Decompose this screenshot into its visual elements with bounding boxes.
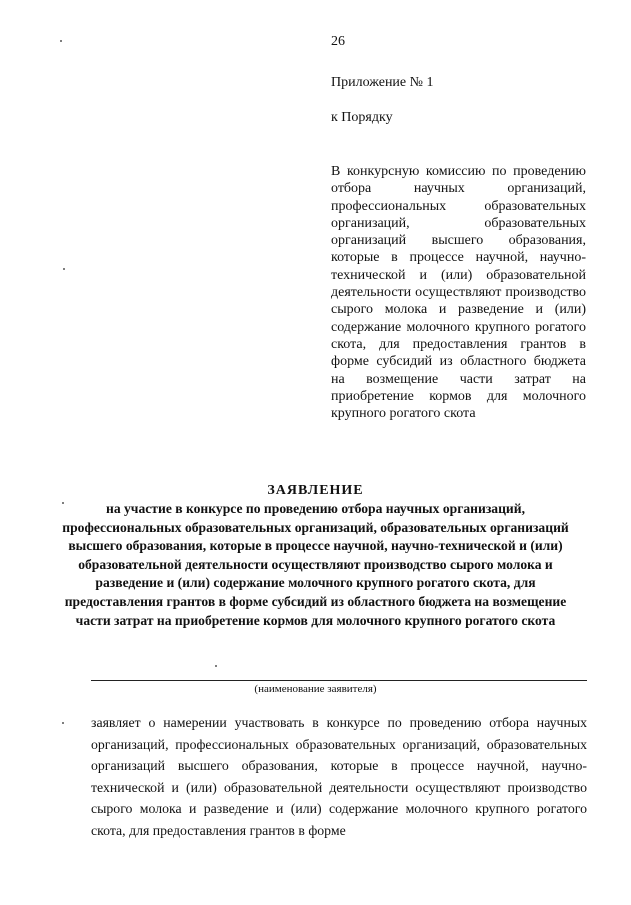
page-number: 26 [331,34,345,49]
application-subject: на участие в конкурсе по проведению отбора научных организаций, профессиональных образовательных организаций, образовательных организаций высшего образования, которые в процессе научной, научно-технической и (или) образовательной деятельности осуществляют производство сырого молока и разведение и (или) содержание молочного крупного рогатого скота, для предоставления грантов в форме субсидий из областного бюджета на возмещение части затрат на приобретение кормов для молочного крупного рогатого скота [62,501,569,628]
scan-speck [215,665,217,667]
appendix-title: Приложение № 1 [331,75,434,90]
application-heading [0,482,631,630]
body-paragraph: заявляет о намерении участвовать в конкурсе по проведению отбора научных организаций, профессиональных образовательных организаций, образовательных организаций высшего образования, которые в процессе научной, научно-технической и (или) образовательной деятельности осуществляют производство сырого молока и разведение и (или) содержание молочного крупного рогатого скота, для предоставления грантов в форме [91,715,587,838]
appendix-subtitle: к Порядку [331,110,393,125]
scan-speck [63,268,65,270]
scan-speck [60,40,62,42]
applicant-name-caption: (наименование заявителя) [254,683,377,695]
addressee-block: В конкурсную комиссию по проведению отбора научных организаций, профессиональных образовательных организаций, образовательных организаций высшего образования, которые в процессе научной, научно-технической и (или) образовательной деятельности осуществляют производство сырого молока и разведение и (или) содержание молочного крупного рогатого скота, для предоставления грантов в форме субсидий из областного бюджета на возмещение части затрат на приобретение кормов для молочного крупного рогатого скота [331,164,586,422]
scan-speck [62,722,64,724]
application-title: ЗАЯВЛЕНИЕ [267,483,364,498]
scan-speck [62,502,64,504]
applicant-name-line [91,680,587,681]
